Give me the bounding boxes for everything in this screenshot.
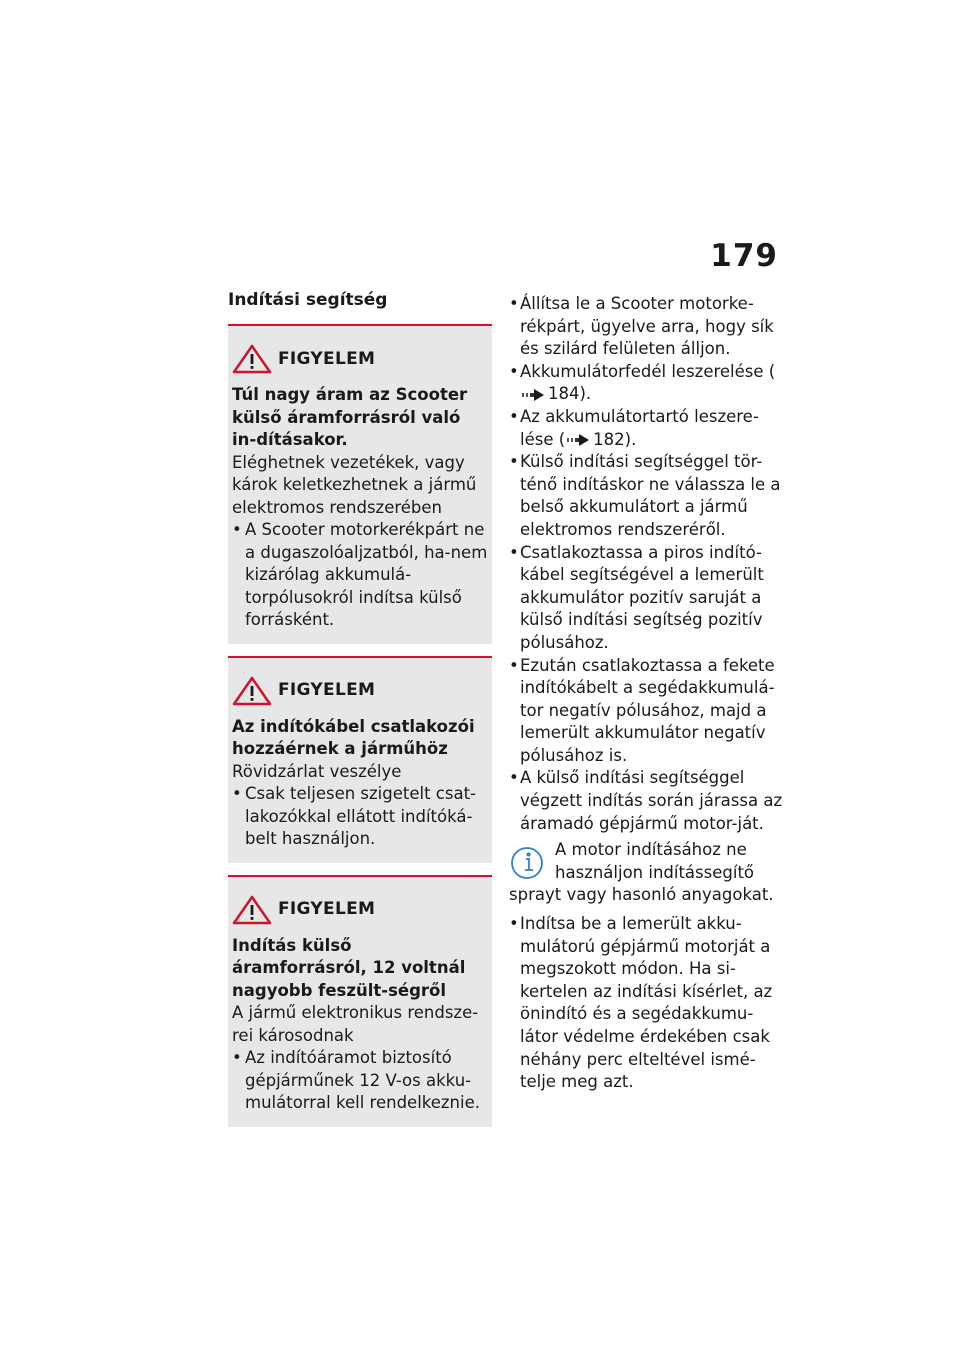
step-item: • Indítsa be a lemerült akku-mulátorú gépjármű motorját a megszokott módon. Ha si-kertelen az indítási kísérlet, az önindító és a segédakkumu-látor védelme érdekében csak néhány perc elteltével ismé-telje meg azt. [509,913,787,1094]
warning-label: FIGYELEM [278,680,376,701]
step-item: • Ezután csatlakoztassa a fekete indítókábelt a segédakkumulá-tor negatív pólusához, majd a lemerült akkumulátor negatív pólusához is. [509,655,787,768]
step-text: Az akkumulátortartó leszere-lése ( [520,406,759,449]
page-reference-arrow-icon [567,434,589,446]
warning-title: Indítás külső áramforrásról, 12 voltnál nagyobb feszült-ségről [232,935,466,1000]
section-title: Indítási segítség [228,290,388,310]
warning-bullets [232,519,488,632]
warning-description: Eléghetnek vezetékek, vagy károk keletkezhetnek a jármű elektromos rendszerében [232,452,477,517]
warning-bullet: • Az indítóáramot biztosító gépjárműnek 12 V-os akku-mulátorral kell rendelkeznie. [232,1047,488,1115]
warning-header [232,895,488,925]
warning-title: Az indítókábel csatlakozói hozzáérnek a járműhöz [232,716,475,758]
info-icon [509,843,549,883]
warning-bullets [232,783,488,851]
step-text-tail: ). [624,429,637,449]
warning-description: Rövidzárlat veszélye [232,761,402,781]
page-number: 179 [710,238,778,274]
step-item: • Külső indítási segítséggel tör-ténő indításkor ne válassza le a belső akkumulátort a jármű elektromos rendszeréről. [509,451,787,541]
warning-header [232,676,488,706]
warning-box-2 [228,656,492,863]
page-reference[interactable]: 184 [548,384,580,404]
warning-triangle-icon [232,895,272,925]
step-item [509,406,787,451]
warning-label: FIGYELEM [278,899,376,920]
info-text: A motor indításához ne használjon indítássegítő sprayt vagy hasonló anyagokat. [509,840,774,905]
warning-label: FIGYELEM [278,348,376,369]
warning-box-3 [228,875,492,1127]
left-column [228,290,492,1127]
step-item [509,361,787,406]
warning-description: A jármű elektronikus rendsze-rei károsodnak [232,1003,479,1045]
warning-bullet: • A Scooter motorkerékpárt ne a dugaszolóaljzatból, ha-nem kizárólag akkumulá-torpólusokról indítsa külső forrásként. [232,519,488,632]
warning-box-1 [228,324,492,644]
warning-bullets [232,1047,488,1115]
warning-bullet: • Csak teljesen szigetelt csat-lakozókkal ellátott indítóká-belt használjon. [232,783,488,851]
step-text: Akkumulátorfedél leszerelése ( [520,361,776,381]
step-item: • Állítsa le a Scooter motorke-rékpárt, ügyelve arra, hogy sík és szilárd felületen álljon. [509,293,787,361]
info-note [509,839,787,907]
right-column [509,293,787,1094]
step-text-tail: ). [579,384,592,404]
warning-title: Túl nagy áram az Scooter külső áramforrásról való in-dításakor. [232,385,468,449]
warning-header [232,344,488,374]
step-item: • A külső indítási segítséggel végzett indítás során járassa az áramadó gépjármű motor-ját. [509,767,787,835]
page-reference[interactable]: 182 [593,429,625,449]
warning-triangle-icon [232,676,272,706]
step-item: • Csatlakoztassa a piros indító-kábel segítségével a lemerült akkumulátor pozitív saruját a külső indítási segítség pozitív pólusához. [509,542,787,655]
warning-triangle-icon [232,344,272,374]
page-reference-arrow-icon [522,389,544,401]
